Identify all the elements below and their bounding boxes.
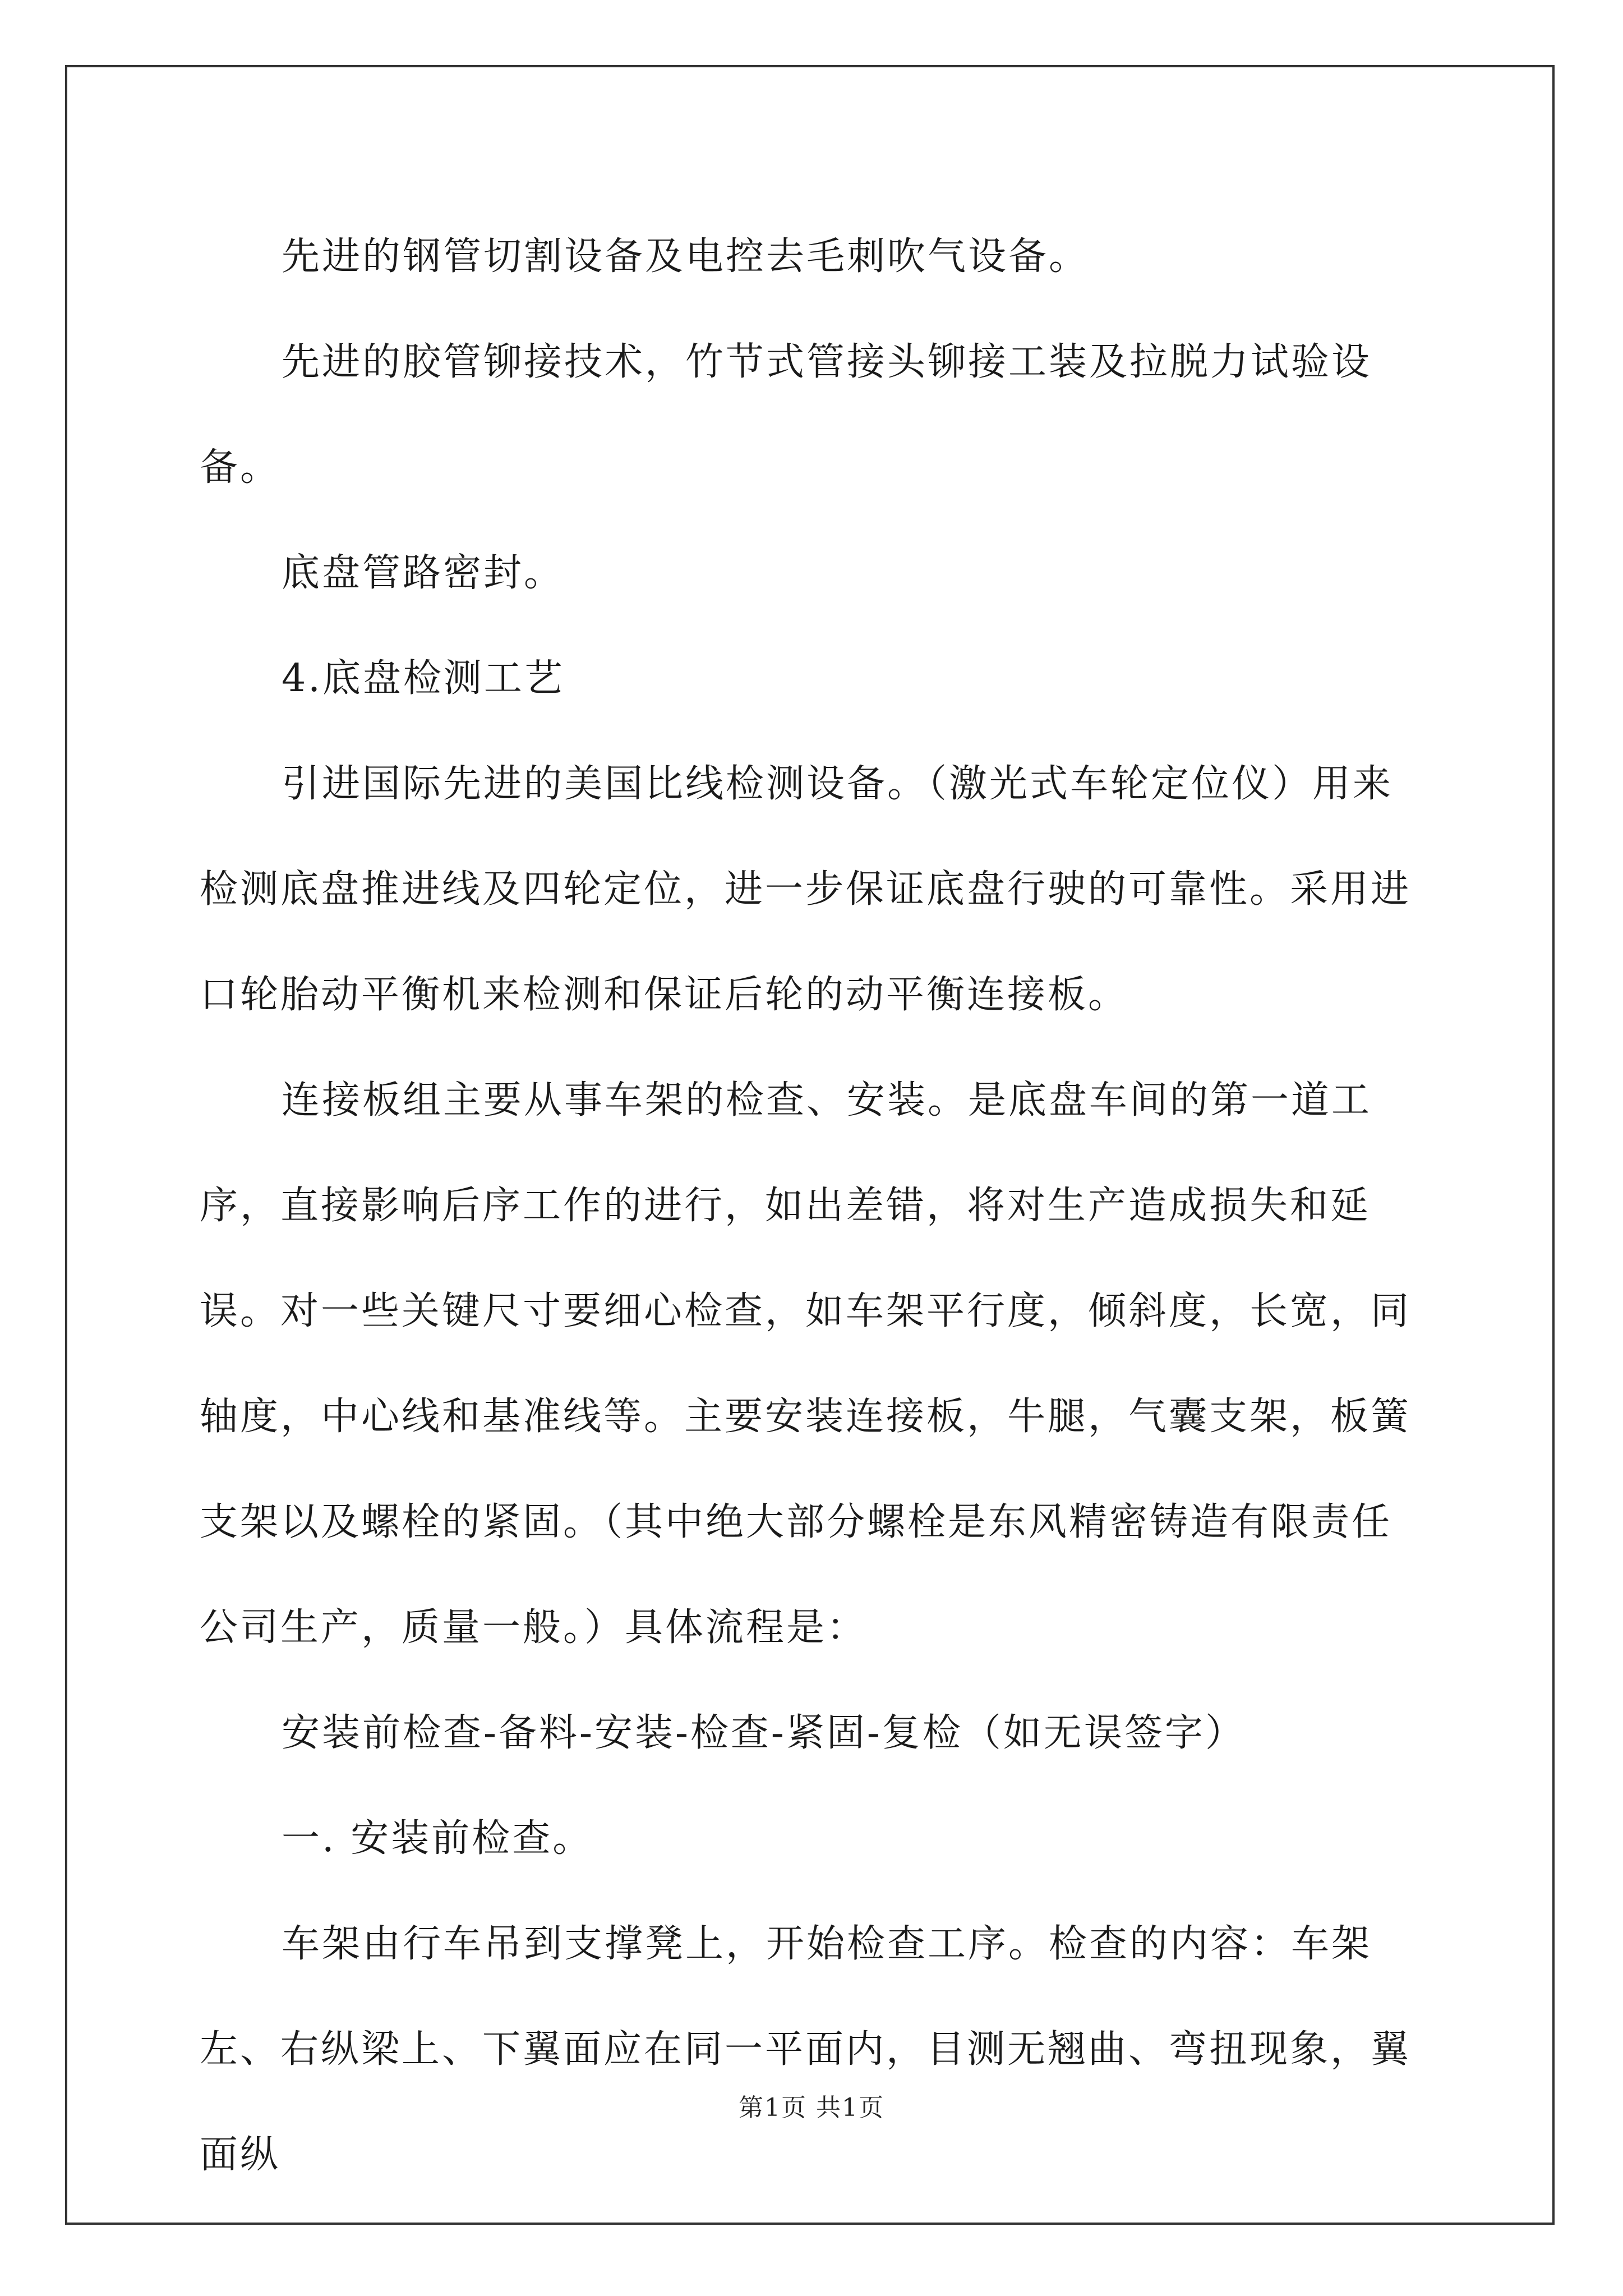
paragraph: 底盘管路密封。 [282, 551, 565, 595]
document-body [200, 204, 1422, 2208]
page-number-footer: 第1页 共1页 [739, 2093, 884, 2122]
process-flow: 安装前检查-备料-安装-检查-紧固-复检（如无误签字） [282, 1711, 1246, 1755]
paragraph: 先进的钢管切割设备及电控去毛刺吹气设备。 [282, 234, 1090, 279]
paragraph: 先进的胶管铆接技术，竹节式管接头铆接工装及拉脱力试验设备。 [200, 340, 1372, 490]
paragraph: 连接板组主要从事车架的检查、安装。是底盘车间的第一道工序，直接影响后序工作的进行，如出差错，将对生产造成损失和延误。对一些关键尺寸要细心检查，如车架平行度，倾斜度，长宽，同轴度，中心线和基准线等。主要安装连接板，牛腿，气囊支架，板簧支架以及螺栓的紧固。（其中绝大部分螺栓是东风精密铸造有限责任公司生产，质量一般。）具体流程是： [200, 1078, 1412, 1650]
paragraph: 车架由行车吊到支撑凳上，开始检查工序。检查的内容：车架左、右纵梁上、下翼面应在同一平面内，目测无翘曲、弯扭现象，翼面纵 [200, 1922, 1412, 2177]
paragraph: 引进国际先进的美国比线检测设备。（激光式车轮定位仪）用来检测底盘推进线及四轮定位，进一步保证底盘行驶的可靠性。采用进口轮胎动平衡机来检测和保证后轮的动平衡连接板。 [200, 762, 1412, 1017]
sub-heading: 一. 安装前检查。 [282, 1816, 593, 1861]
section-heading: 4.底盘检测工艺 [282, 656, 565, 701]
